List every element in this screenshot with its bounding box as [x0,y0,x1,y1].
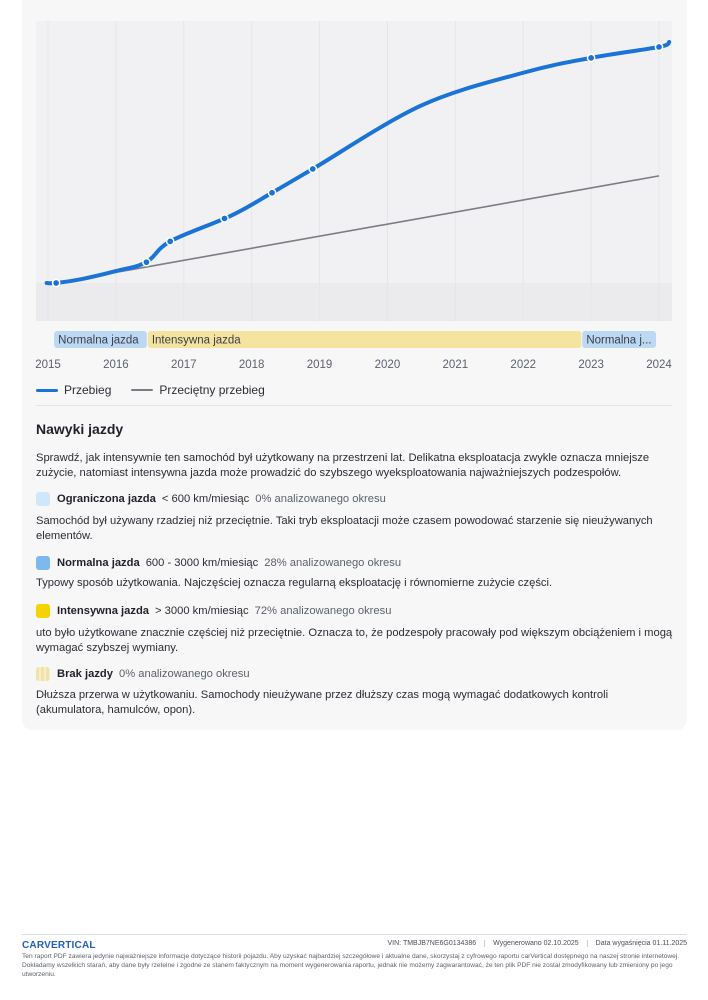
mileage-point [655,43,662,50]
section-intro: Sprawdź, jak intensywnie ten samochód był użytkowany na przestrzeni lat. Delikatna eksploatacja zwykle oznacza mniejsze zużycie, natomiast intensywna jazda może prowadzić do szybszego wyeksploatowania najważniejszych podzespołów. [36,452,650,479]
x-tick-label: 2022 [510,359,537,371]
category-description: uto było użytkowane znacznie częściej niż przeciętnie. Oznacza to, że podzespoły pracowały pod większym obciążeniem i mogą wymagać szybszej wymiany. [36,627,673,654]
category-percentage: 72% analizowanego okresu [254,605,392,617]
x-tick-label: 2015 [35,359,61,371]
category-description: Dłuższa przerwa w użytkowaniu. Samochody nieużywane przez dłuższy czas mogą wymagać dodatkowych kontroli (akumulatora, hamulców, opon). [36,689,609,716]
legend-label-mileage: Przebieg [64,383,112,397]
category-range: > 3000 km/miesiąc [155,605,249,617]
category-limited [36,492,386,506]
category-color-box [36,604,50,618]
section-divider [36,405,672,406]
legend-swatch-mileage [36,389,58,392]
category-range: < 600 km/miesiąc [161,493,250,505]
footer-disclaimer: Ten raport PDF zawiera jedynie najważniejsze informacje dotyczące historii pojazdu. Aby uzyskać najbardziej szczegółowe i aktualne dane, skorzystaj z cyfrowego raportu carVertical dostępnego na naszej stronie internetowej. Dokładamy wszelkich starań, aby dane były rzetelne i zgodne ze stanem faktycznym na moment wygenerowania raportu, jednak nie możemy zagwarantować, że ten plik PDF nie został zmodyfikowany lub zmieniony po jego utworzeniu. [22,953,680,978]
x-tick-label: 2023 [578,359,604,371]
category-name: Intensywna jazda [57,605,150,617]
x-tick-label: 2017 [170,359,197,371]
chart-legend [36,383,285,397]
category-normal [36,556,401,570]
category-no-driving [36,667,250,681]
mileage-point [588,54,595,61]
driving-band-label: Intensywna jazda [151,334,241,347]
legend-label-average: Przeciętny przebieg [159,383,265,397]
legend-item-mileage [36,383,111,397]
mileage-point [143,259,150,266]
x-tick-label: 2016 [103,359,129,371]
plot-area [36,21,672,321]
category-color-box [36,556,50,570]
mileage-point [167,238,174,245]
legend-swatch-average [131,389,153,391]
footer-divider [22,934,687,935]
category-percentage: 0% analizowanego okresu [118,668,250,680]
plot-baseline-area [36,283,672,321]
x-tick-label: 2020 [374,359,401,371]
category-description: Typowy sposób użytkowania. Najczęściej oznacza regularną eksploatację i równomierne zużycie części. [36,577,553,589]
carvertical-logo: CARVERTICAL [22,940,96,951]
x-tick-label: 2021 [442,359,469,371]
category-color-box [36,667,50,681]
legend-item-average [131,383,264,397]
footer-generated-date: Wygenerowano 02.10.2025 [484,940,579,947]
category-range: 600 - 3000 km/miesiąc [145,557,259,569]
x-tick-label: 2018 [238,359,265,371]
mileage-point [53,279,60,286]
footer-vin: VIN: TMBJB7NE6G0134386 [387,940,477,947]
category-name: Normalna jazda [57,557,140,569]
mileage-chart [0,0,708,380]
mileage-point [309,165,316,172]
mileage-point [221,215,228,222]
category-name: Ograniczona jazda [57,493,156,505]
section-title: Nawyki jazdy [36,421,124,437]
category-percentage: 0% analizowanego okresu [255,493,386,505]
category-name: Brak jazdy [57,668,113,680]
x-tick-label: 2019 [306,359,333,371]
mileage-point [268,189,275,196]
category-intensive [36,604,391,618]
x-tick-label: 2024 [646,359,672,371]
driving-band-label: Normalna j... [586,334,652,347]
footer-meta [372,940,687,947]
category-percentage: 28% analizowanego okresu [264,557,402,569]
category-description: Samochód był używany rzadziej niż przeciętnie. Taki tryb eksploatacji może czasem powodować starzenie się nieużywanych elementów. [36,515,653,542]
footer-expiry-date: Data wygaśnięcia 01.11.2025 [587,940,687,947]
category-color-box [36,492,50,506]
driving-band-label: Normalna jazda [58,334,139,347]
